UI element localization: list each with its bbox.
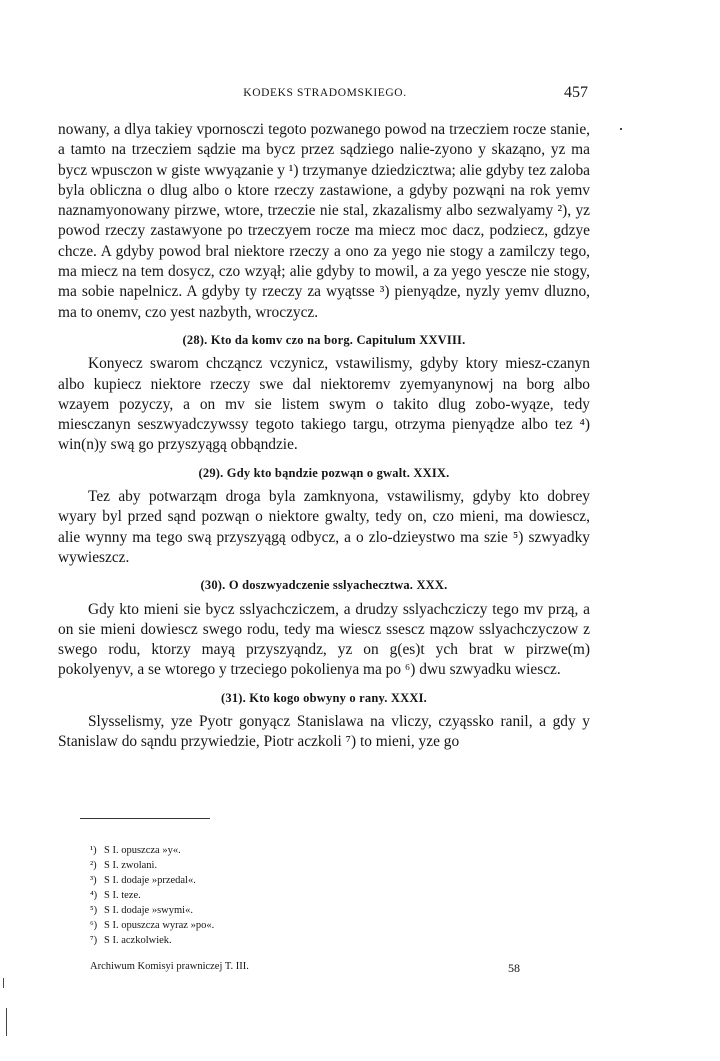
paragraph-chapter-29: Tez aby potwarząm droga byla zamknyona, vstawilismy, gdyby kto dobrey wyary byl przed sąnd pozwąn o niektore gwalty, tedy on, czo mieni, ma dowiescz, alie wynny ma tego swą przyszyągą odbycz, a o zlo-dzieystwo ma szie ⁵) szwyadky wywieszcz. (58, 488, 590, 566)
footnote-6 (90, 918, 214, 933)
footnote-text: S I. opuszcza »y«. (104, 845, 181, 856)
footnote-4 (90, 888, 214, 903)
footnote-mark: ⁶) (90, 920, 98, 931)
footnote-text: S I. aczkolwiek. (104, 935, 172, 946)
scan-speck (3, 978, 4, 988)
chapter-heading-29: (29). Gdy kto bąndzie pozwąn o gwalt. XXIX. (198, 465, 450, 480)
signature-mark: 58 (508, 961, 520, 975)
chapter-heading-30: (30). O doszwyadczenie sslyachecztwa. XXX. (200, 578, 448, 593)
paragraph-chapter-28: Konyecz swarom chcząncz vczynicz, vstawilismy, gdyby ktory miesz-czanyn albo kupiecz niektore rzeczy swe dal niektoremv zyemyanynowj na borg albo wzayem pozyczy, a on mv sie listem swym o takito dlug zobo-wyąze, tedy miesczanyn seszwyadczywssy tegoto takiego targu, otrzyma pienyądze albo tez ⁴) win(n)y swą go przyszyągą obbąndzie. (58, 355, 590, 454)
page-number: 457 (564, 84, 588, 101)
footnote-mark: ¹) (90, 845, 97, 856)
footnote-1 (90, 843, 214, 858)
footnote-mark: ⁷) (90, 935, 98, 946)
footnote-text: S I. dodaje »swymi«. (104, 905, 193, 916)
footnote-text: S I. opuszcza wyraz »po«. (104, 920, 215, 931)
scan-speck (620, 128, 622, 130)
chapter-heading-31: (31). Kto kogo obwyny o rany. XXXI. (221, 690, 427, 705)
paragraph-chapter-31: Slysselismy, yze Pyotr gonyącz Stanislawa na vliczy, czyąssko ranil, a gdy y Stanislaw do sąndu przywiedzie, Piotr aczkoli ⁷) to mieni, yze go (58, 713, 590, 751)
footnote-2 (90, 858, 214, 873)
footnote-mark: ²) (90, 860, 97, 871)
footnote-text: S I. zwolani. (104, 860, 158, 871)
chapter-heading-28: (28). Kto da komv czo na borg. Capitulum XXVIII. (182, 332, 466, 347)
footnote-3 (90, 873, 214, 888)
footnote-separator (80, 818, 210, 819)
footnote-mark: ⁵) (90, 905, 98, 916)
running-title: KODEKS STRADOMSKIEGO. (243, 87, 407, 99)
scan-speck (6, 1008, 7, 1036)
footnote-7 (90, 933, 214, 948)
footnotes (90, 843, 214, 948)
paragraph-continuation: nowany, a dlya takiey vpornosczi tegoto pozwanego powod na trzecziem rocze stanie, a tamto na trzecziem sądzie ma bycz przez sądziego nalie-zyono y skaząno, yz ma bycz wpusczon w giste wwyązanie y ¹) trzymanye dziedzicztwa; alie gdyby tez zaloba byla obliczna o dlug albo o ktore rzeczy zastawione, a gdyby pozwąni na rok yemv naznamyonowany pirzwe, wtore, trzeczie nie stal, zkazalismy albo sezwalyamy ²), yz powod rzeczy zastawyone po trzeczyem rocze ma miecz moc dacz, podziecz, gdzye chcze. A gdyby powod bral niektore rzeczy a ono za yego nie stogy a zamilczy tego, ma miecz na tem dosycz, czo wzyął; alie gdyby to mowil, a za yego yescze nie stogy, ma sobie napelnicz. A gdyby ty rzeczy za wyątsse ³) pienyądze, nyzly yemv dluzno, ma to onemv, czo yest nazbyth, wroczycz. (58, 121, 590, 321)
footer-source: Archiwum Komisyi prawniczej T. III. (90, 961, 249, 972)
page-header (58, 84, 592, 106)
footnote-mark: ⁴) (90, 890, 98, 901)
footnote-5 (90, 903, 214, 918)
main-text (58, 120, 590, 753)
paragraph-chapter-30: Gdy kto mieni sie bycz sslyachcziczem, a drudzy sslyachcziczy tego mv przą, a on sie mieni dowiescz swego rodu, tedy ma wiescz ssescz mązow sslyachczyczow z swego rodu, ktorzy mayą przyszyąndz, yz on g(es)t ych brat w pirzwe(m) pokolyenyv, a se wtorego y trzeciego pokolienya ma po ⁶) dwu szwyadku wiescz. (58, 600, 590, 679)
footnote-text: S I. dodaje »przedal«. (104, 875, 196, 886)
footnote-text: S I. teze. (104, 890, 141, 901)
footnote-mark: ³) (90, 875, 97, 886)
